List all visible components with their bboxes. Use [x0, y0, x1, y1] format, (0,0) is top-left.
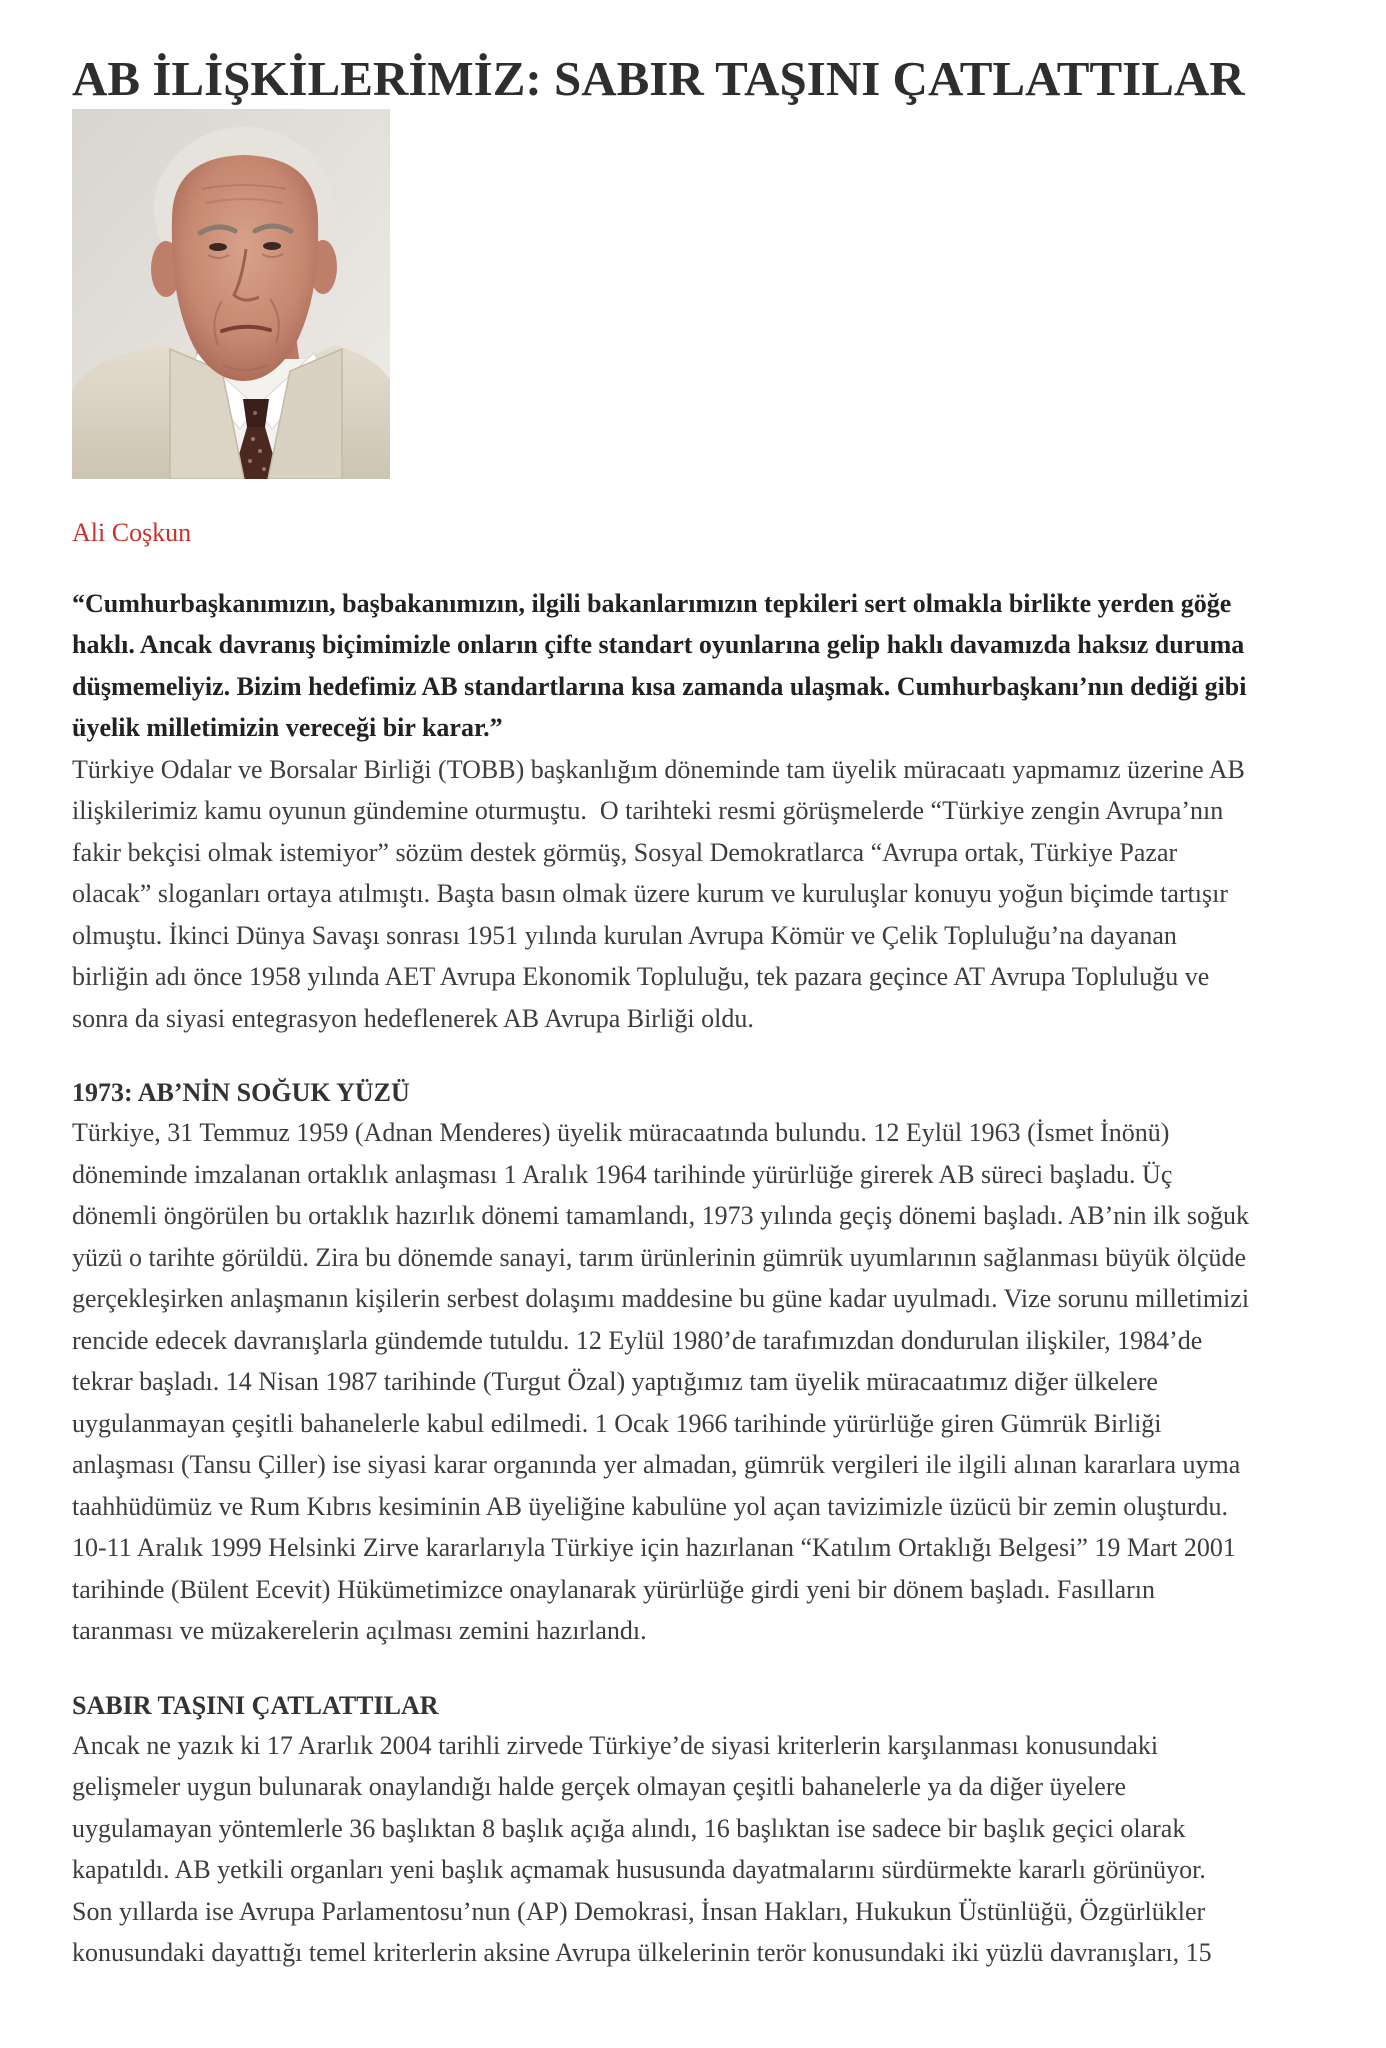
text-line: yüzü o tarihte görüldü. Zira bu dönemde sanayi, tarım ürünlerinin gümrük uyumlarının sağlanması büyük ölçüde	[72, 1242, 1247, 1272]
text-line: rencide edecek davranışlarla gündemde tutuldu. 12 Eylül 1980’de tarafımızdan dondurulan ilişkiler, 1984’de	[72, 1325, 1203, 1355]
text-line: fakir bekçisi olmak istemiyor” sözüm destek görmüş, Sosyal Demokratlarca “Avrupa ortak, Türkiye Pazar	[72, 837, 1178, 867]
text-line: olacak” sloganları ortaya atılmıştı. Başta basın olmak üzere kurum ve kuruluşlar konuyu yoğun biçimde tartışır	[72, 879, 1228, 908]
text-line: döneminde imzalanan ortaklık anlaşması 1 Aralık 1964 tarihinde yürürlüğe girerek AB süreci başladu. Üç	[72, 1159, 1173, 1189]
text-line: ilişkilerimiz kamu oyunun gündemine oturmuştu. O tarihteki resmi görüşmelerde “Türkiye zengin Avrupa’nın	[72, 796, 1224, 825]
text-line: dönemli öngörülen bu ortaklık hazırlık dönemi tamamlandı, 1973 yılında geçiş dönemi başladı. AB’nin ilk soğuk	[72, 1201, 1250, 1230]
section-paragraph-1973	[72, 1112, 1386, 1652]
author-portrait-image	[72, 109, 390, 479]
text-line: kapatıldı. AB yetkili organları yeni başlık açmamak hususunda dayatmalarını sürdürmekte kararlı görünüyor.	[72, 1855, 1206, 1884]
text-line: olmuştu. İkinci Dünya Savaşı sonrası 1951 yılında kurulan Avrupa Kömür ve Çelik Topluluğu’na dayanan	[72, 920, 1177, 950]
text-line: birliğin adı önce 1958 yılında AET Avrupa Ekonomik Topluluğu, tek pazara geçince AT Avrupa Topluluğu ve	[72, 962, 1210, 991]
text-line: Türkiye, 31 Temmuz 1959 (Adnan Menderes) üyelik müracaatında bulundu. 12 Eylül 1963 (İsmet İnönü)	[72, 1118, 1170, 1147]
text-line: taranması ve müzakerelerin açılması zemini hazırlandı.	[72, 1616, 647, 1645]
text-line: tekrar başladı. 14 Nisan 1987 tarihinde (Turgut Özal) yaptığımız tam üyelik müracaatımız diğer ülkelere	[72, 1367, 1158, 1396]
text-line: anlaşması (Tansu Çiller) ise siyasi karar organında yer almadan, gümrük vergileri ile ilgili alınan kararlara uyma	[72, 1450, 1241, 1479]
text-line: Son yıllarda ise Avrupa Parlamentosu’nun (AP) Demokrasi, İnsan Hakları, Hukukun Üstünlüğü, Özgürlükler	[72, 1896, 1206, 1926]
intro-paragraph	[72, 749, 1386, 1040]
text-line: uygulanmayan çeşitli bahanelerle kabul edilmedi. 1 Ocak 1966 tarihinde yürürlüğe giren Gümrük Birliği	[72, 1408, 1162, 1438]
section-paragraph-sabir	[72, 1725, 1386, 1974]
author-photo	[72, 109, 390, 479]
text-line: tarihinde (Bülent Ecevit) Hükümetimizce onaylanarak yürürlüğe girdi yeni bir dönem başladı. Fasılların	[72, 1574, 1156, 1604]
text-line: “Cumhurbaşkanımızın, başbakanımızın, ilgili bakanlarımızın tepkileri sert olmakla birlikte yerden göğe	[72, 588, 1232, 618]
section-heading-sabir: SABIR TAŞINI ÇATLATTILAR	[72, 1690, 439, 1720]
text-line: üyelik milletimizin vereceği bir karar.”	[72, 713, 503, 742]
text-line: taahhüdümüz ve Rum Kıbrıs kesiminin AB üyeliğine kabulüne yol açan tavizimizle üzücü bir zemin oluşturdu.	[72, 1491, 1229, 1521]
article-title: AB İLİŞKİLERİMİZ: SABIR TAŞINI ÇATLATTILAR	[72, 51, 1245, 106]
text-line: 10-11 Aralık 1999 Helsinki Zirve kararlarıyla Türkiye için hazırlanan “Katılım Ortaklığı Belgesi” 19 Mart 2001	[72, 1533, 1236, 1562]
section-heading-1973: 1973: AB’NİN SOĞUK YÜZÜ	[72, 1078, 410, 1107]
text-line: Ancak ne yazık ki 17 Ararlık 2004 tarihli zirvede Türkiye’de siyasi kriterlerin karşılanması konusundaki	[72, 1730, 1159, 1760]
text-line: gerçekleşirken anlaşmanın kişilerin serbest dolaşımı maddesine bu güne kadar uyulmadı. Vize sorunu milletimizi	[72, 1284, 1250, 1313]
author-name: Ali Coşkun	[72, 518, 192, 547]
text-line: konusundaki dayattığı temel kriterlerin aksine Avrupa ülkelerinin terör konusundaki iki yüzlü davranışları, 15	[72, 1938, 1212, 1967]
text-line: haklı. Ancak davranış biçimimizle onların çifte standart oyunlarına gelip haklı davamızda haksız duruma	[72, 630, 1245, 659]
lead-quote	[72, 583, 1386, 749]
text-line: sonra da siyasi entegrasyon hedeflenerek AB Avrupa Birliği oldu.	[72, 1003, 754, 1033]
text-line: Türkiye Odalar ve Borsalar Birliği (TOBB) başkanlığım döneminde tam üyelik müracaatı yapmamız üzerine AB	[72, 754, 1245, 784]
text-line: uygulamayan yöntemlerle 36 başlıktan 8 başlık açığa alındı, 16 başlıktan ise sadece bir başlık geçici olarak	[72, 1813, 1186, 1843]
text-line: gelişmeler uygun bulunarak onaylandığı halde gerçek olmayan çeşitli bahanelerle ya da diğer üyelere	[72, 1772, 1127, 1801]
text-line: düşmemeliyiz. Bizim hedefimiz AB standartlarına kısa zamanda ulaşmak. Cumhurbaşkanı’nın dediği gibi	[72, 671, 1247, 701]
